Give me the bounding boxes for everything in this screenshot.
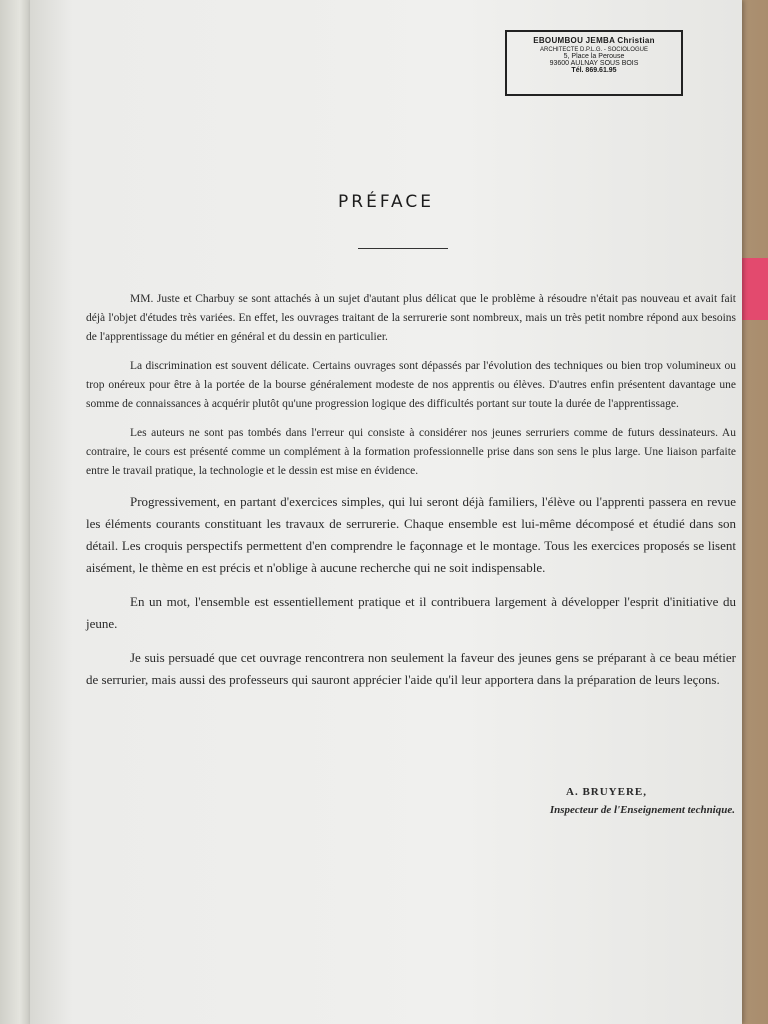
stamp-name: EBOUMBOU JEMBA Christian [533, 36, 655, 45]
stamp-phone: Tél. 869.61.95 [571, 67, 617, 74]
stamp-street: 5, Place la Perouse [563, 53, 625, 60]
paragraph-6: Je suis persuadé que cet ouvrage rencontrera non seulement la faveur des jeunes gens se préparant à ce beau métier de serrurier, mais aussi des professeurs qui sauront apprécier l'aide qu'il leur apportera dans la préparation de leurs leçons. [86, 650, 736, 687]
signature-block [30, 786, 735, 816]
title-divider [358, 248, 448, 249]
paragraph-2: La discrimination est souvent délicate. Certains ouvrages sont dépassés par l'évolution des techniques ou bien trop volumineux ou trop onéreux pour être à la portée de la bourse généralement modeste de nos apprentis ou élèves. D'autres enfin présentent davantage une somme de connaissances à acquérir plutôt qu'une progression logique des difficultés portant sur toute la durée de l'apprentissage. [86, 360, 736, 410]
page-title: PRÉFACE [338, 192, 434, 212]
paragraph-3: Les auteurs ne sont pas tombés dans l'erreur qui consiste à considérer nos jeunes serruriers comme de futurs dessinateurs. Au contraire, le cours est présenté comme un complément à la formation professionnelle prise dans son sens le plus large. Une liaison parfaite entre le travail pratique, la technologie et le dessin est mise en évidence. [86, 427, 736, 477]
preface-body [86, 290, 736, 703]
stamp-profession: ARCHITECTE D.P.L.G. - SOCIOLOGUE [540, 47, 648, 53]
bookmark-tab [740, 258, 768, 320]
paragraph-1: MM. Juste et Charbuy se sont attachés à un sujet d'autant plus délicat que le problème à résoudre n'était pas nouveau et avait fait déjà l'objet d'études très variées. En effet, les ouvrages traitant de la serrurerie sont nombreux, mais un très petit nombre répond aux besoins de l'apprentissage du métier en général et du dessin en particulier. [86, 293, 736, 343]
owner-stamp [505, 30, 683, 96]
paragraph-5: En un mot, l'ensemble est essentiellement pratique et il contribuera largement à développer l'esprit d'initiative du jeune. [86, 594, 736, 631]
signature-role: Inspecteur de l'Enseignement technique. [549, 804, 735, 816]
signature-name: A. BRUYERE, [566, 786, 647, 798]
stamp-city: 93600 AULNAY SOUS BOIS [549, 60, 639, 67]
paragraph-4: Progressivement, en partant d'exercices simples, qui lui seront déjà familiers, l'élève ou l'apprenti passera en revue les éléments courants constituant les travaux de serrurerie. Chaque ensemble est lui-même décomposé et étudié dans son détail. Les croquis perspectifs permettent d'en comprendre le façonnage et le montage. Tous les exercices proposés se lisent aisément, le thème en est précis et n'oblige à aucune recherche qui ne soit indispensable. [86, 494, 736, 575]
book-page [30, 0, 742, 1024]
